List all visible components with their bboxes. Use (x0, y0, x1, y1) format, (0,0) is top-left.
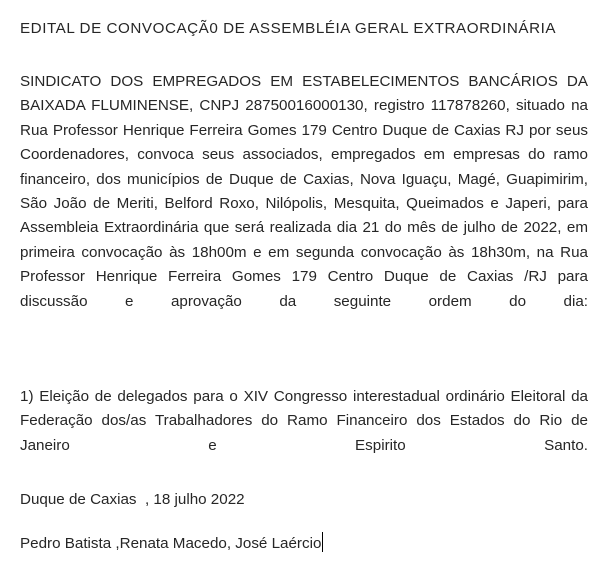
signers-text: Pedro Batista ,Renata Macedo, José Laércio (20, 535, 322, 552)
place-date-line: Duque de Caxias , 18 julho 2022 (20, 491, 245, 508)
convocation-paragraph: SINDICATO DOS EMPREGADOS EM ESTABELECIMENTOS BANCÁRIOS DA BAIXADA FLUMINENSE, CNPJ 28750016000130, registro 117878260, situado na Rua Professor Henrique Ferreira Gomes 179 Centro Duque de Caxias RJ por seus Coordenadores, convoca seus associados, empregados em empresas do ramo financeiro, dos municípios de Duque de Caxias, Nova Iguaçu, Magé, Guapimirim, São João de Meriti, Belford Roxo, Nilópolis, Mesquita, Queimados e Japeri, para Assembleia Extraordinária que será realizada dia 21 do mês de julho de 2022, em primeira convocação às 18h00m e em segunda convocação às 18h30m, na Rua Professor Henrique Ferreira Gomes 179 Centro Duque de Caxias /RJ para discussão e aprovação da seguinte ordem do dia: (20, 73, 588, 310)
signers-line (20, 532, 323, 555)
text-cursor (322, 532, 323, 552)
document-title: EDITAL DE CONVOCAÇÃ0 DE ASSEMBLÉIA GERAL EXTRAORDINÁRIA (20, 20, 557, 37)
agenda-item-paragraph: 1) Eleição de delegados para o XIV Congresso interestadual ordinário Eleitoral da Federação dos/as Trabalhadores do Ramo Financeiro dos Estados do Rio de Janeiro e Espirito Santo. (20, 388, 588, 454)
